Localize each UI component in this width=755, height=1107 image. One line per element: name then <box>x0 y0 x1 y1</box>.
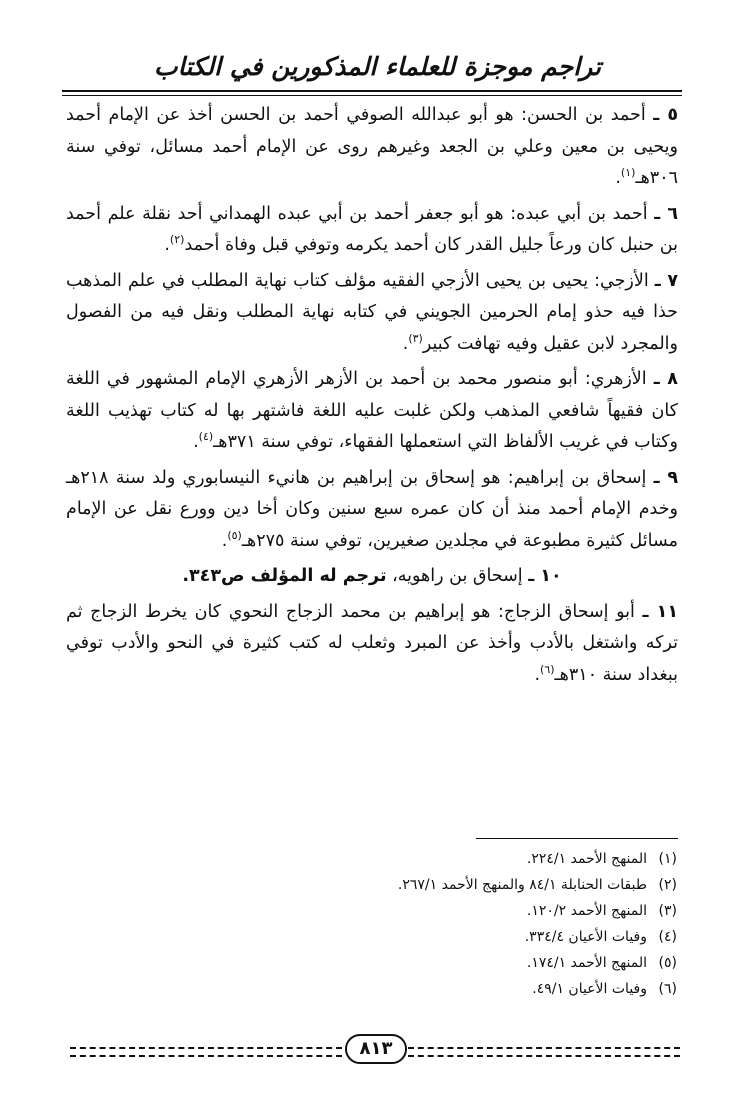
footnote-ref[interactable]: (١) <box>620 166 636 180</box>
footnote-item <box>117 898 677 924</box>
entry-text: ترجم له المؤلف ص٣٤٣. <box>182 566 387 586</box>
footnote-separator <box>476 838 678 839</box>
entry-name: الأزهري: <box>584 369 647 389</box>
footnote-text: المنهج الأحمد ١٧٤/١. <box>526 955 647 971</box>
entry-number: ٩ ـ <box>653 467 678 488</box>
entry-number: ٧ ـ <box>654 270 678 291</box>
entry-number: ١١ ـ <box>642 601 679 622</box>
page-footer <box>70 1032 680 1068</box>
footnote-mark: (٣) <box>658 903 677 919</box>
entry-name: إسحاق بن إبراهيم: <box>507 467 647 488</box>
footnote-mark: (٢) <box>658 877 677 893</box>
entry-number: ٦ ـ <box>654 203 678 224</box>
entry-name: أحمد بن الحسن: <box>521 105 646 125</box>
footnote-text: المنهج الأحمد ١٢٠/٢. <box>526 903 647 919</box>
footnotes-list <box>117 846 677 1002</box>
entry-5 <box>66 100 678 195</box>
footnote-mark: (١) <box>658 851 677 867</box>
header-rule-thin <box>62 95 682 96</box>
footnote-mark: (٥) <box>658 955 677 971</box>
entry-name: أحمد بن أبي عبده: <box>510 203 648 224</box>
footnote-item <box>117 976 677 1002</box>
footer-ornament-right <box>408 1047 680 1057</box>
entry-number: ٨ ـ <box>653 369 678 389</box>
entry-end: . <box>193 432 199 452</box>
entry-end: . <box>221 530 228 551</box>
entry-11 <box>66 597 678 692</box>
footnote-item <box>117 950 677 976</box>
footer-ornament-left <box>70 1047 342 1057</box>
entry-name: إسحاق بن راهويه، <box>392 566 523 586</box>
entry-text: أبو منصور محمد بن أحمد بن الأزهر الأزهري الإمام المشهور في اللغة كان فقيهاً شافعي المذهب ولكن غلبت عليه اللغة فاشتهر بها له كتاب تهذيب اللغة وكتاب في غريب الألفاظ التي استعملها الفقهاء، توفي سنة ٣٧١هـ <box>66 369 678 452</box>
entry-end: . <box>615 168 621 188</box>
footnote-mark: (٤) <box>658 929 677 945</box>
entry-text: هو أبو جعفر أحمد بن أبي عبده الهمداني أحد نقلة علم أحمد بن حنبل كان ورعاً جليل القدر كان أحمد يكرمه وتوفي قبل وفاة أحمد <box>66 203 678 255</box>
footnote-ref[interactable]: (٣) <box>408 331 423 345</box>
entry-10 <box>66 561 678 593</box>
footnote-text: وفيات الأعيان ٤٩/١. <box>532 981 647 997</box>
entry-6 <box>66 199 678 262</box>
footnote-text: المنهج الأحمد ٢٢٤/١. <box>526 851 647 867</box>
entry-end: . <box>164 235 170 255</box>
running-header-title: تراجم موجزة للعلماء المذكورين في الكتاب <box>154 52 601 81</box>
page-number-badge: ٨١٣ <box>345 1034 407 1064</box>
footnote-ref[interactable]: (٤) <box>198 430 214 444</box>
footnote-mark: (٦) <box>658 981 677 997</box>
entry-number: ٥ ـ <box>653 105 678 125</box>
entry-end: . <box>534 664 541 685</box>
entry-text: هو إسحاق بن إبراهيم بن هانيء النيسابوري ولد سنة ٢١٨هـ وخدم الإمام أحمد منذ أن كان عمره سبع سنين وكان أخا دين وورع نقل عن الإمام مسائل كثيرة مطبوعة في مجلدين صغيرين، توفي سنة ٢٧٥هـ <box>66 467 678 551</box>
footnote-text: طبقات الحنابلة ٨٤/١ والمنهج الأحمد ٢٦٧/١. <box>397 877 647 893</box>
footnote-item <box>117 872 677 898</box>
entry-name: أبو إسحاق الزجاج: <box>498 601 635 622</box>
entry-7 <box>66 266 678 361</box>
entry-text: يحيى بن يحيى الأزجي الفقيه مؤلف كتاب نهاية المطلب في علم المذهب حذا فيه حذو إمام الحرمين الجويني في كتابه نهاية المطلب ونقل فيه من الفصول والمجرد لابن عقيل وفيه تهافت كبير <box>66 270 678 354</box>
entry-name: الأزجي: <box>594 270 649 291</box>
footnote-ref[interactable]: (٦) <box>540 662 555 676</box>
entry-8 <box>66 364 678 459</box>
footnote-text: وفيات الأعيان ٣٣٤/٤. <box>524 929 647 945</box>
footnote-item <box>117 846 677 872</box>
entry-9 <box>66 463 678 558</box>
main-text <box>66 100 678 695</box>
footnote-ref[interactable]: (٢) <box>169 233 185 247</box>
entry-text: هو أبو عبدالله الصوفي أحمد بن الحسن أخذ عن الإمام أحمد ويحيى بن معين وعلي بن الجعد وغيرهم روى عن الإمام أحمد مسائل، توفي سنة ٣٠٦هـ <box>66 105 678 188</box>
entry-text: هو إبراهيم بن محمد الزجاج النحوي كان يخرط الزجاج ثم تركه واشتغل بالأدب وأخذ عن المبرد وثعلب له كتب كثيرة في النحو والأدب توفي ببغداد سنة ٣١٠هـ <box>66 601 678 685</box>
footnote-ref[interactable]: (٥) <box>227 528 242 542</box>
header-rule <box>62 90 682 92</box>
footnote-item <box>117 924 677 950</box>
entry-number: ١٠ ـ <box>528 566 562 586</box>
entry-end: . <box>402 333 409 354</box>
